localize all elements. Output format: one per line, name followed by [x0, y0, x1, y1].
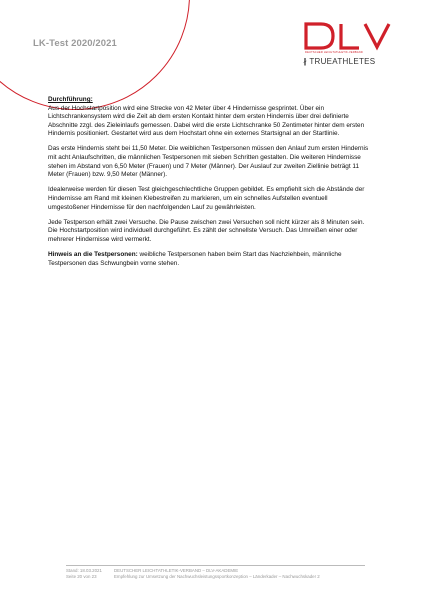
- section-text: Aus der Hochstartposition wird eine Strecke von 42 Meter über 4 Hindernisse gesprintet. Über ein Lichtschrankensystem wird die Zeit ab dem ersten Kontakt hinter dem ersten Hindernis über drei definierte Abschnitte zzgl. des Zieleinlaufs gemessen. Dabei wird die erste Lichtschranke 50 Zentimeter hinter dem ersten Hindernis positioniert. Gestartet wird aus dem Hochstart ohne ein externes Startsignal an der Startlinie.: [48, 104, 365, 138]
- footer-description: Empfehlung zur Umsetzung der Nachwuchsleistungssportkonzeption – Länderkader – Nachwuchskader 2: [114, 574, 320, 579]
- hint-text: weibliche Testpersonen haben beim Start das Nachziehbein, männliche Testpersonen das Schwungbein vorne stehen.: [48, 250, 342, 267]
- footer-organization: DEUTSCHER LEICHTATHLETIK-VERBAND – DLV-AKADEMIE: [114, 568, 239, 573]
- section-heading: Durchführung:: [48, 96, 93, 103]
- document-title: LK-Test 2020/2021: [33, 38, 117, 49]
- paragraph-gruppen: Idealerweise werden für diesen Test gleichgeschlechtliche Gruppen gebildet. Es empfiehlt sich die Abstände der Hindernisse am Rand mit kleinen Klebestreifen zu markieren, um ein schnelles Aufstellen eventuell umgestoßener Hindernisse für den nachfolgenden Lauf zu gewährleisten.: [48, 186, 365, 211]
- paragraph-hindernisse: Das erste Hindernis steht bei 11,50 Meter. Die weiblichen Testpersonen müssen den Anlauf zum ersten Hindernis mit acht Anlaufschritten, die männlichen Testpersonen mit sieben Schritten gestalten. Die weiteren Hindernisse stehen im Abstand von 6,50 Meter (Frauen) und 7 Meter (Männer). Der Auslauf zur zweiten Ziellinie beträgt 11 Meter (Frauen) bzw. 9,50 Meter (Männer).: [48, 145, 369, 179]
- footer-stand: Stand: 18.03.2021: [66, 568, 102, 573]
- section-durchfuehrung: [48, 96, 370, 139]
- decorative-corner-arc: [0, 0, 190, 110]
- footer-page-number: Seite 20 von 23: [66, 574, 97, 579]
- dlv-logo-letters: [303, 9, 401, 50]
- trueathletes-mark-icon: ∦: [303, 57, 308, 66]
- hint-label: Hinweis an die Testpersonen:: [48, 250, 138, 258]
- document-body: [48, 96, 370, 275]
- page-footer: [66, 565, 365, 580]
- paragraph-versuche: Jede Testperson erhält zwei Versuche. Die Pause zwischen zwei Versuchen soll nicht kürzer als 8 Minuten sein. Die Hochstartposition wird individuell durchgeführt. Es zählt der schnellste Versuch. Das Umreißen einer oder mehrerer Hindernisse wird vermerkt.: [48, 218, 365, 243]
- trueathletes-logo: [303, 57, 375, 66]
- dlv-logo-text: DLV: [303, 9, 333, 26]
- trueathletes-text: TRUEATHLETES: [309, 57, 376, 66]
- dlv-logo: [303, 9, 401, 74]
- logo-tagline: DEUTSCHER LEICHTATHLETIK-VERBAND: [305, 51, 363, 54]
- paragraph-hinweis: [48, 251, 370, 268]
